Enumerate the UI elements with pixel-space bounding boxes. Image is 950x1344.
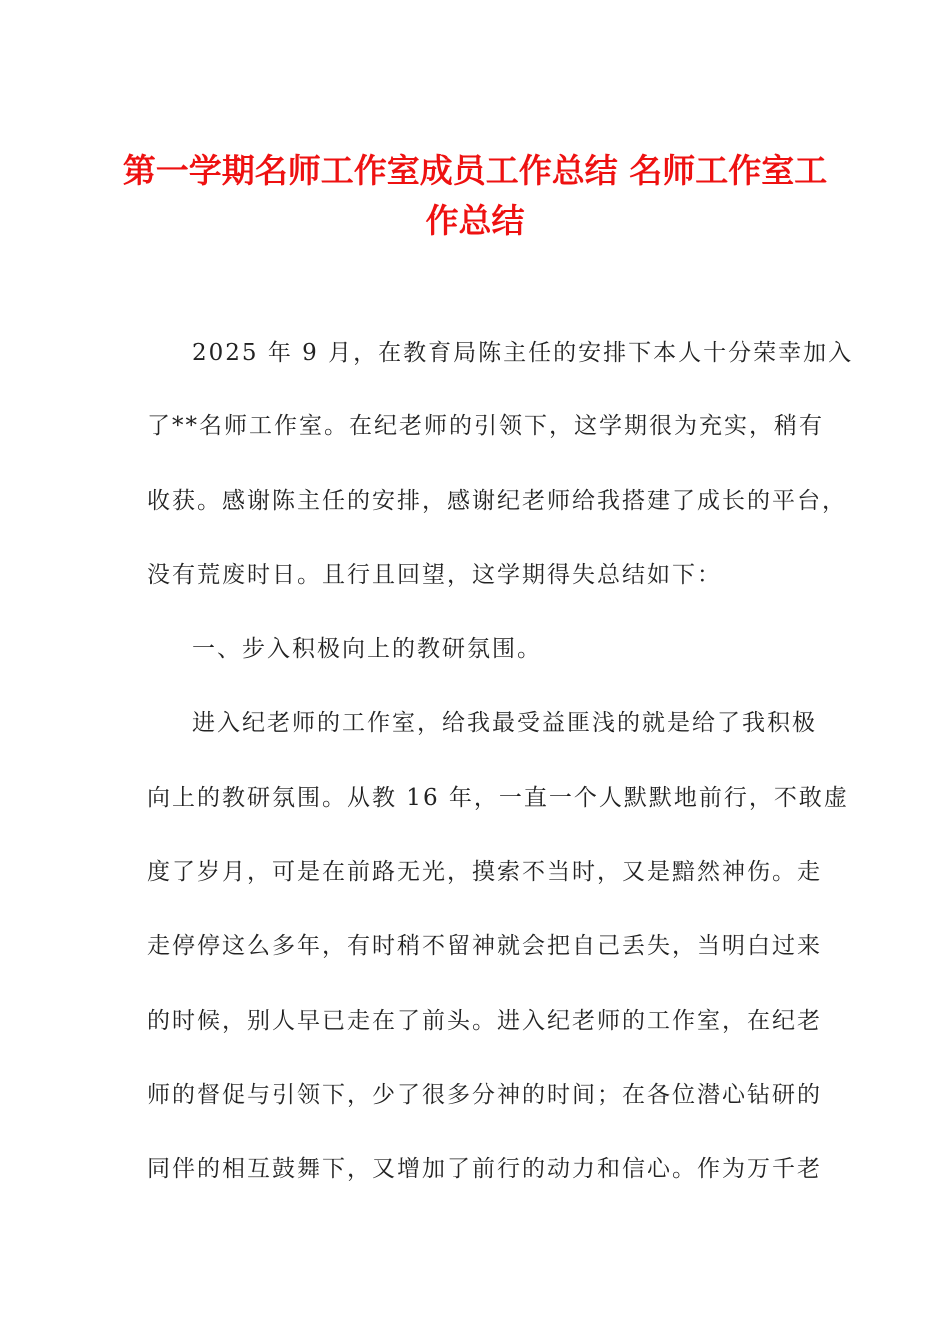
paragraph-line: 师的督促与引领下，少了很多分神的时间；在各位潜心钻研的 — [147, 1082, 822, 1108]
paragraph-line: 2025 年 9 月，在教育局陈主任的安排下本人十分荣幸加入 — [192, 340, 854, 366]
paragraph-line: 走停停这么多年，有时稍不留神就会把自己丢失，当明白过来 — [147, 933, 822, 959]
paragraph-line: 进入纪老师的工作室，给我最受益匪浅的就是给了我积极 — [192, 710, 817, 736]
section-heading: 一、步入积极向上的教研氛围。 — [192, 636, 542, 662]
paragraph-line: 度了岁月，可是在前路无光，摸索不当时，又是黯然神伤。走 — [147, 859, 822, 885]
paragraph-line: 向上的教研氛围。从教 16 年，一直一个人默默地前行，不敢虚 — [147, 785, 849, 811]
paragraph-line: 没有荒废时日。且行且回望，这学期得失总结如下： — [147, 562, 722, 588]
paragraph-line: 的时候，别人早已走在了前头。进入纪老师的工作室，在纪老 — [147, 1008, 822, 1034]
paragraph-line: 收获。感谢陈主任的安排，感谢纪老师给我搭建了成长的平台， — [147, 488, 847, 514]
paragraph-line: 同伴的相互鼓舞下，又增加了前行的动力和信心。作为万千老 — [147, 1156, 822, 1182]
paragraph-line: 了**名师工作室。在纪老师的引领下，这学期很为充实，稍有 — [147, 413, 824, 439]
document-title: 第一学期名师工作室成员工作总结 名师工作室工作总结 — [122, 151, 828, 240]
